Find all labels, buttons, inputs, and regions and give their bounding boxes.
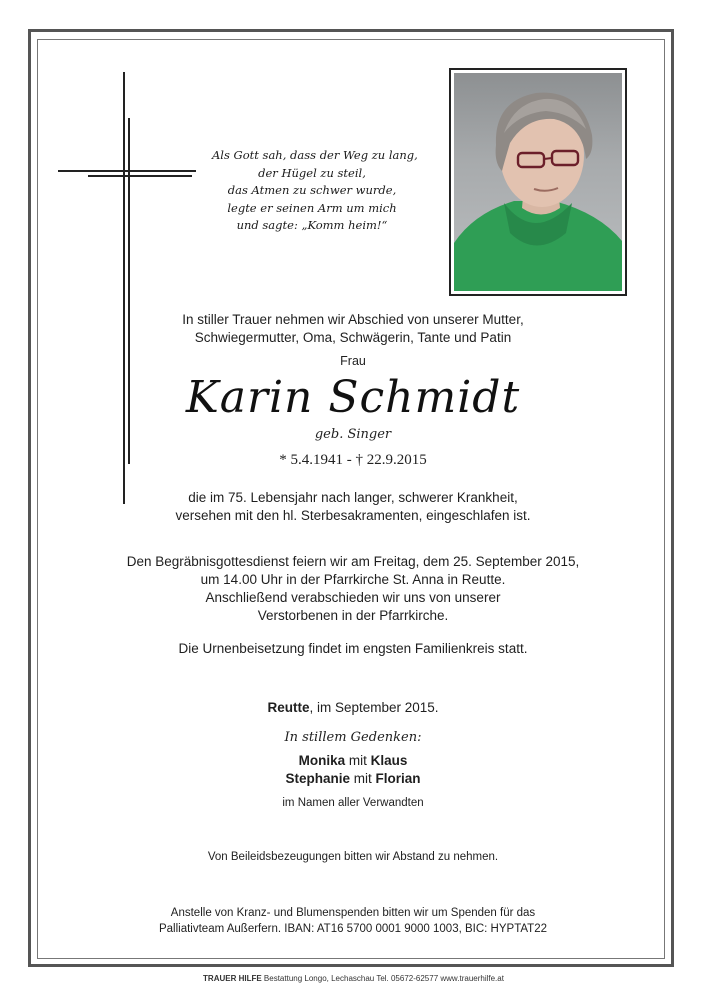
mourner-name: Klaus (370, 753, 408, 768)
birth-name: geb. Singer (314, 427, 392, 442)
donation-text (40, 905, 666, 937)
poem-line: Als Gott sah, dass der Weg zu lang, (212, 148, 418, 162)
mourner-name: Stephanie (285, 771, 350, 786)
passing-line: die im 75. Lebensjahr nach langer, schwerer Krankheit, (188, 490, 518, 505)
urn-note: Die Urnenbeisetzung findet im engsten Familienkreis statt. (178, 641, 528, 656)
portrait-frame (449, 68, 627, 296)
salutation: Frau (340, 354, 366, 368)
service-text (40, 553, 666, 625)
poem-line: und sagte: „Komm heim!“ (236, 218, 388, 232)
footer (0, 974, 707, 983)
intro-line: In stiller Trauer nehmen wir Abschied von unserer Mutter, (182, 312, 524, 327)
mourner-name: Florian (375, 771, 421, 786)
deceased-name: Karin Schmidt (185, 372, 521, 423)
portrait-photo (454, 73, 622, 291)
date-text: , im September 2015. (309, 700, 439, 715)
connector: mit (345, 753, 371, 768)
passing-line: versehen mit den hl. Sterbesakramenten, eingeschlafen ist. (175, 508, 531, 523)
mourner-name: Monika (298, 753, 346, 768)
poem-line: legte er seinen Arm um mich (227, 200, 397, 215)
relatives-note: im Namen aller Verwandten (282, 797, 424, 809)
poem (212, 147, 418, 235)
passing-text (40, 489, 666, 525)
condolence-note: Von Beileidsbezeugungen bitten wir Abstand zu nehmen. (207, 851, 499, 863)
mourners-heading: In stillem Gedenken: (284, 730, 422, 745)
service-line: Den Begräbnisgottesdienst feiern wir am Freitag, dem 25. September 2015, (126, 554, 580, 569)
poem-line: das Atmen zu schwer wurde, (227, 183, 397, 197)
footer-brand: TRAUER HILFE (203, 974, 262, 983)
poem-line: der Hügel zu steil, (258, 165, 366, 180)
footer-details: Bestattung Longo, Lechaschau Tel. 05672-62577 www.trauerhilfe.at (261, 974, 504, 983)
donation-line: Anstelle von Kranz- und Blumenspenden bitten wir um Spenden für das (170, 907, 536, 919)
life-dates: * 5.4.1941 - † 22.9.2015 (279, 452, 427, 468)
intro-line: Schwiegermutter, Oma, Schwägerin, Tante und Patin (194, 330, 512, 345)
mourners-list (40, 752, 666, 788)
intro-text (40, 311, 666, 347)
service-line: um 14.00 Uhr in der Pfarrkirche St. Anna in Reutte. (200, 572, 506, 587)
service-line: Verstorbenen in der Pfarrkirche. (257, 608, 449, 623)
donation-line: Palliativteam Außerfern. IBAN: AT16 5700 0001 9000 1003, BIC: HYPTAT22 (158, 923, 548, 935)
mourner-couple (40, 770, 666, 788)
service-line: Anschließend verabschieden wir uns von unserer (205, 590, 501, 605)
place-date (40, 699, 666, 717)
mourner-couple (40, 752, 666, 770)
connector: mit (350, 771, 376, 786)
place: Reutte (267, 700, 310, 715)
